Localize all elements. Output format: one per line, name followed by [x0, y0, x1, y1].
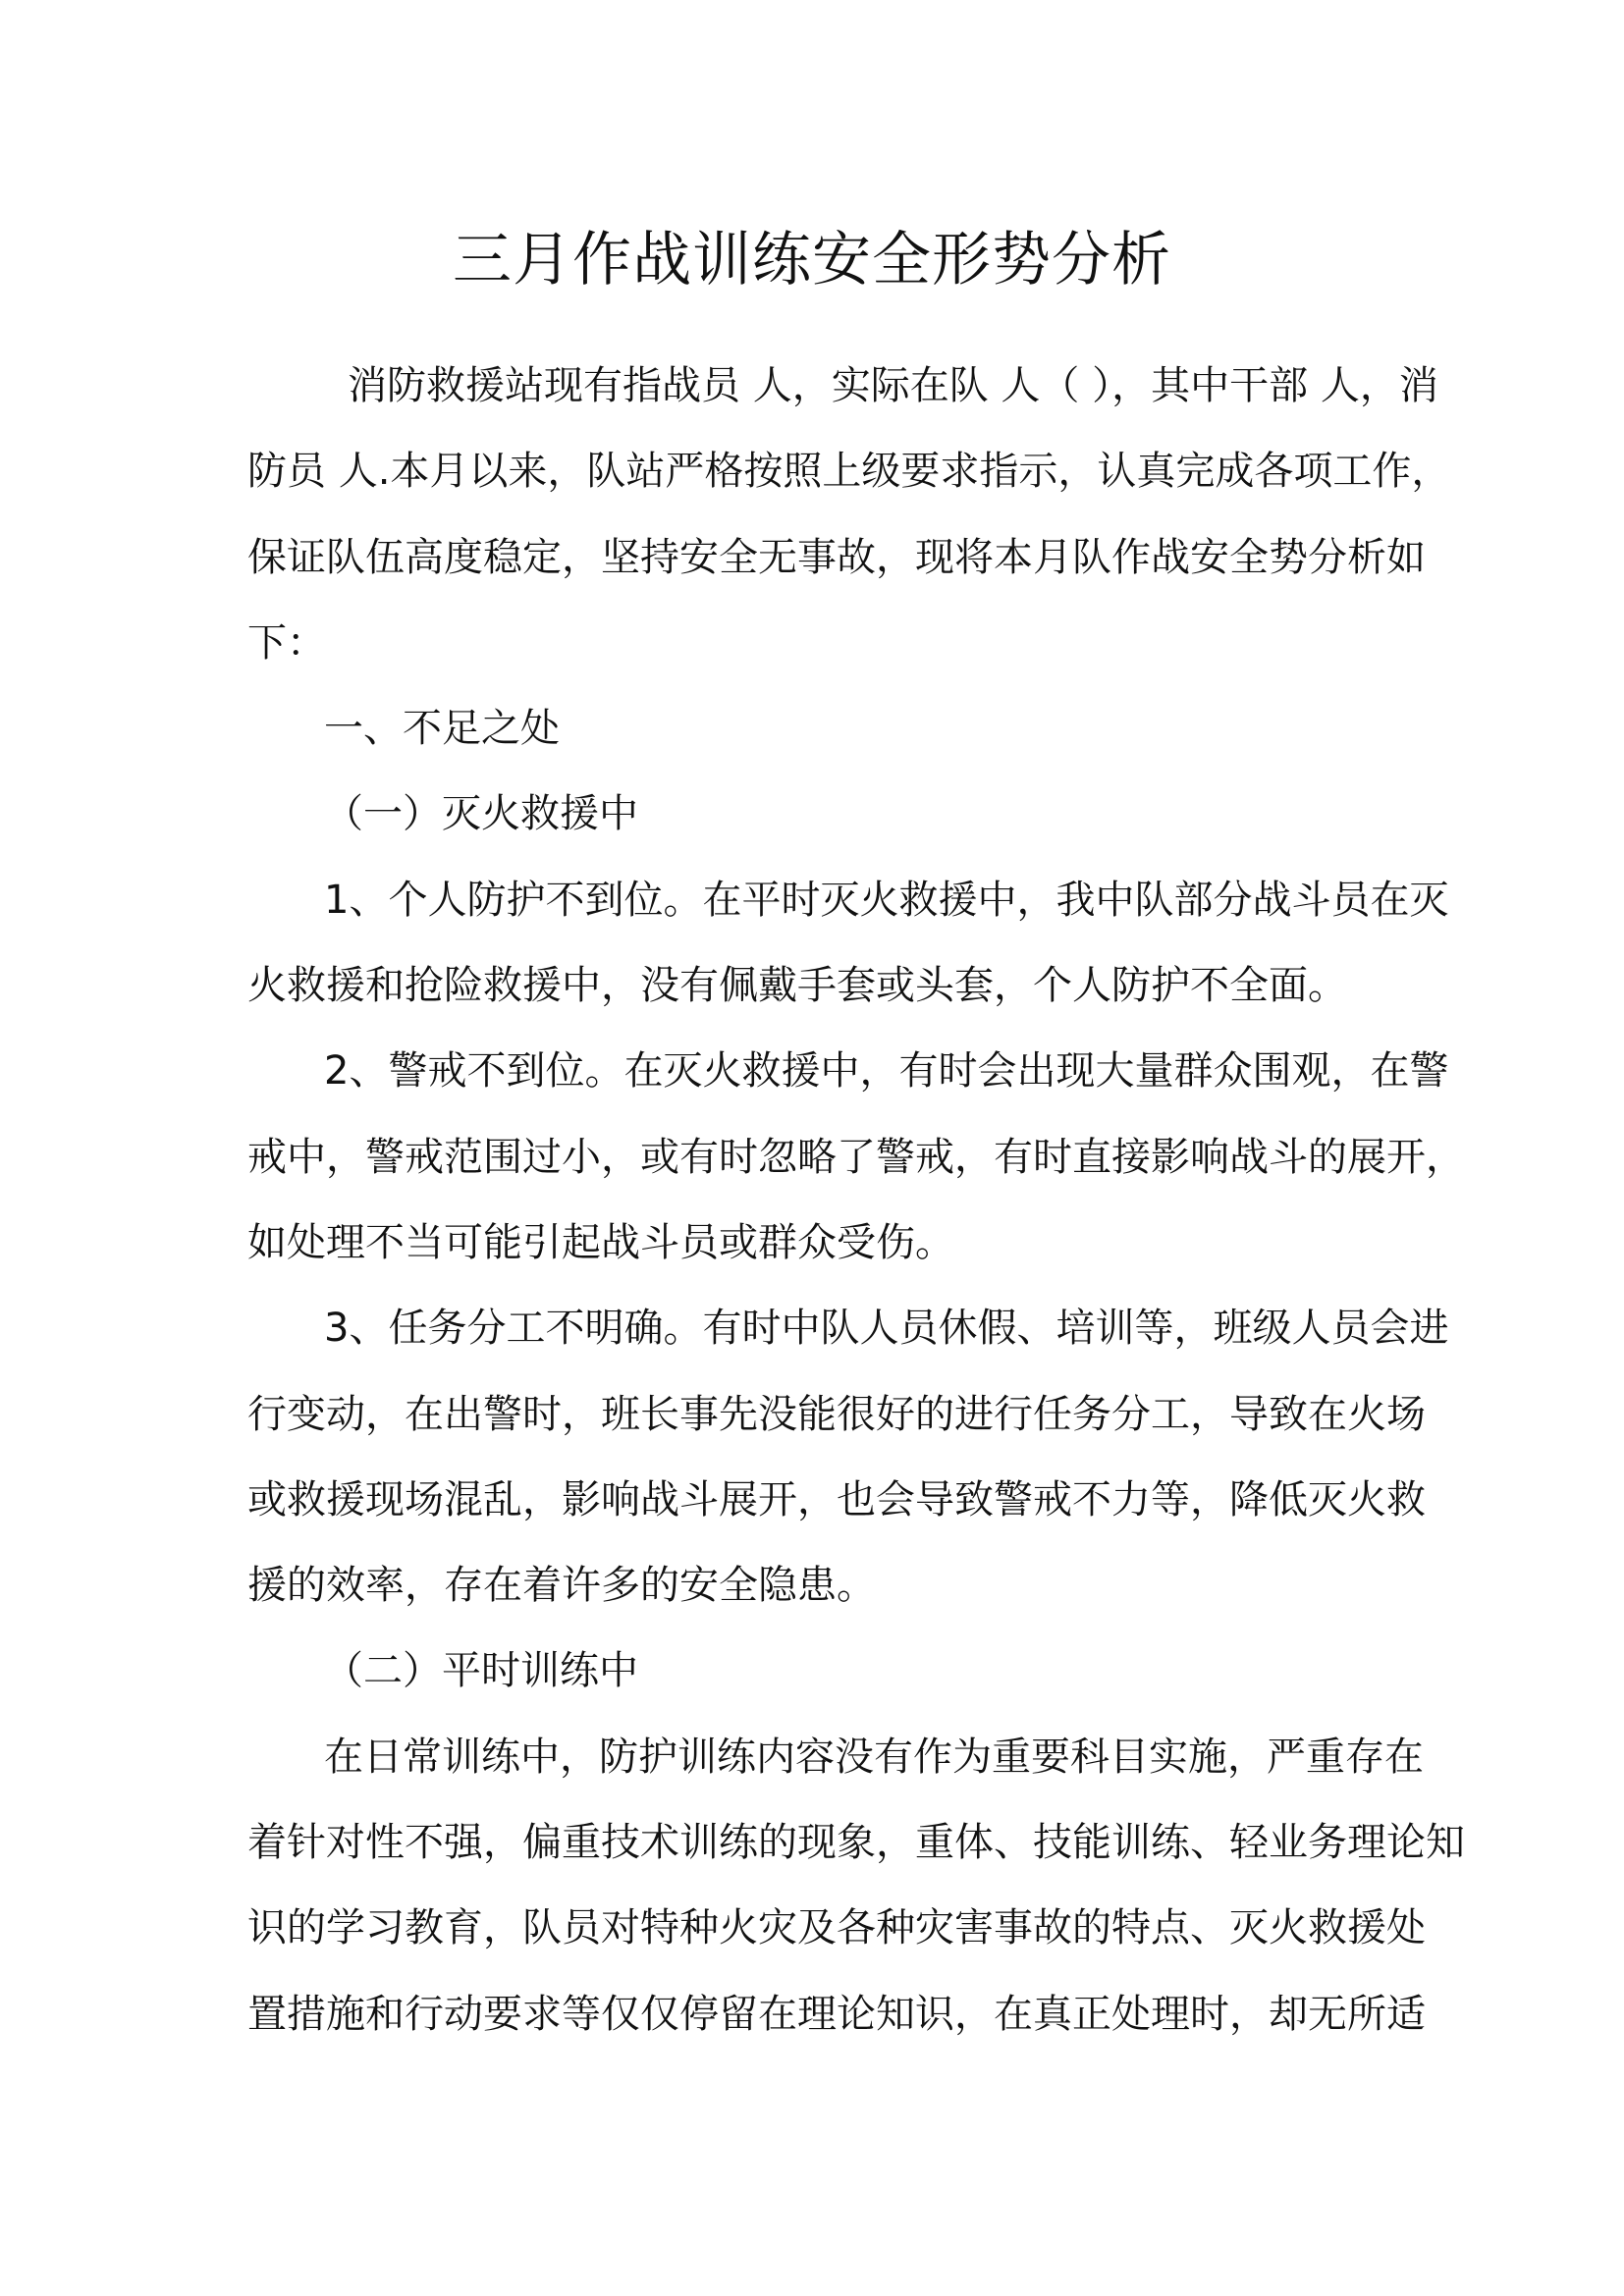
subsection-heading: （二）平时训练中	[324, 1648, 638, 1694]
paragraph-line: 下：	[247, 619, 326, 666]
paragraph-line: 防员 人.本月以来，队站严格按照上级要求指示，认真完成各项工作，	[247, 449, 1451, 495]
paragraph-line: 着针对性不强，偏重技术训练的现象，重体、技能训练、轻业务理论知	[247, 1820, 1465, 1866]
paragraph-line: 援的效率，存在着许多的安全隐患。	[247, 1563, 876, 1609]
subsection-heading: （一）灭火救援中	[324, 791, 638, 837]
paragraph-line: 行变动，在出警时，班长事先没能很好的进行任务分工，导致在火场	[247, 1391, 1426, 1437]
paragraph-line: 3、任务分工不明确。有时中队人员休假、培训等，班级人员会进	[324, 1306, 1449, 1352]
section-heading: 一、不足之处	[324, 706, 560, 752]
paragraph-line: 消防救援站现有指战员 人，实际在队 人（ ），其中干部 人，消	[348, 363, 1438, 408]
paragraph-line: 戒中，警戒范围过小，或有时忽略了警戒，有时直接影响战斗的展开，	[247, 1134, 1465, 1180]
document-title: 三月作战训练安全形势分析	[453, 226, 1171, 294]
paragraph-line: 火救援和抢险救援中，没有佩戴手套或头套，个人防护不全面。	[247, 963, 1347, 1009]
paragraph-line: 1、个人防护不到位。在平时灭火救援中，我中队部分战斗员在灭	[324, 877, 1449, 923]
paragraph-line: 如处理不当可能引起战斗员或群众受伤。	[247, 1219, 954, 1265]
paragraph-line: 保证队伍高度稳定，坚持安全无事故，现将本月队作战安全势分析如	[247, 534, 1426, 580]
paragraph-line: 2、警戒不到位。在灭火救援中，有时会出现大量群众围观，在警	[324, 1048, 1449, 1095]
document-body	[247, 344, 1465, 2057]
paragraph-line: 置措施和行动要求等仅仅停留在理论知识，在真正处理时，却无所适	[247, 1991, 1426, 2037]
paragraph-line: 或救援现场混乱，影响战斗展开，也会导致警戒不力等，降低灭火救	[247, 1476, 1426, 1522]
paragraph-line: 在日常训练中，防护训练内容没有作为重要科目实施，严重存在	[324, 1734, 1424, 1780]
paragraph-line: 识的学习教育，队员对特种火灾及各种灾害事故的特点、灭火救援处	[247, 1905, 1426, 1951]
